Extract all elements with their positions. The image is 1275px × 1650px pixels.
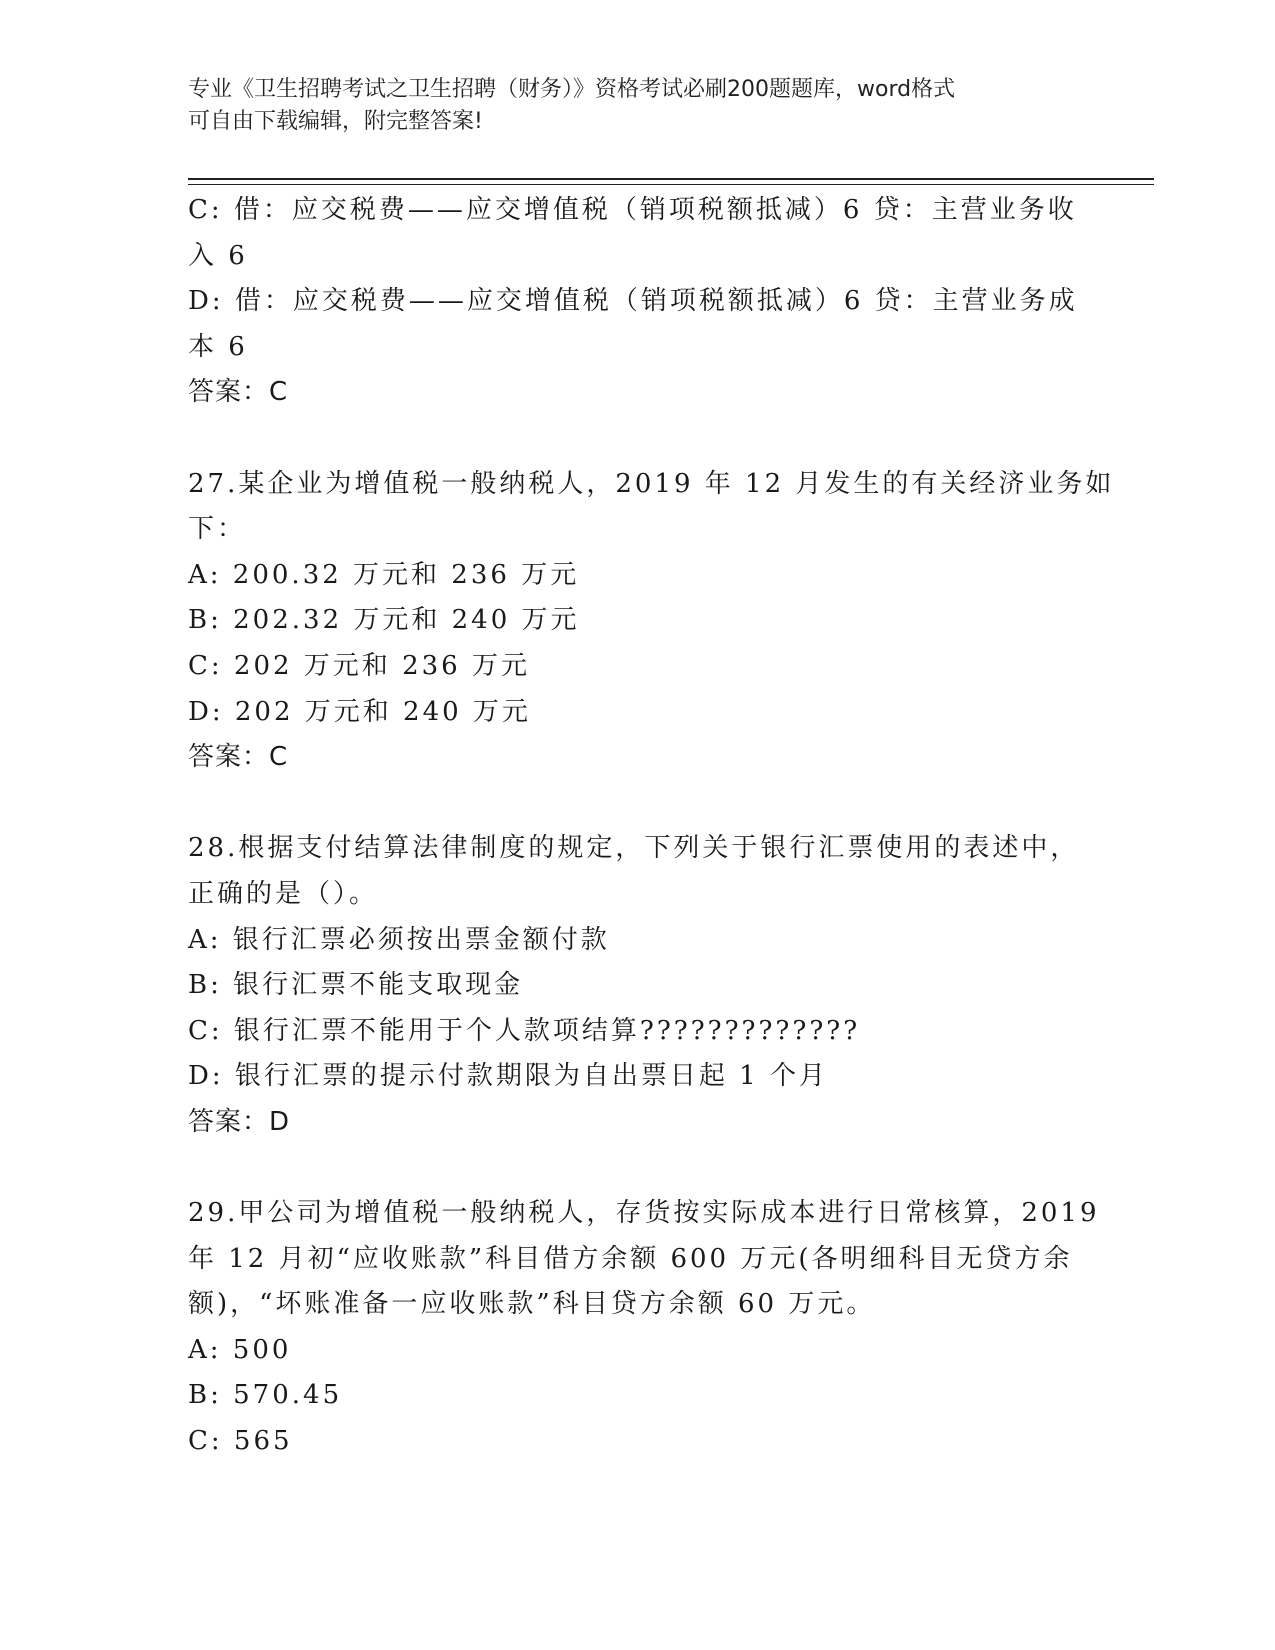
option-a: A: 200.32 万元和 236 万元 bbox=[188, 559, 580, 590]
spacer bbox=[188, 416, 1068, 462]
answer: 答案：C bbox=[188, 377, 289, 408]
option-c-line-2: 入 6 bbox=[188, 240, 248, 271]
document-body bbox=[188, 188, 1115, 1465]
option-d: D: 202 万元和 240 万元 bbox=[188, 696, 531, 727]
option-d-line-1: D: 借：应交税费——应交增值税（销项税额抵减）6 贷：主营业务成 bbox=[188, 286, 1078, 317]
option-d: D: 银行汇票的提示付款期限为自出票日起 1 个月 bbox=[188, 1061, 828, 1092]
question-stem-line-1: 29.甲公司为增值税一般纳税人，存货按实际成本进行日常核算，2019 bbox=[188, 1198, 1100, 1229]
option-c: C: 202 万元和 236 万元 bbox=[188, 650, 530, 681]
header-title-line-2: 可自由下载编辑，附完整答案! bbox=[188, 109, 483, 134]
question-27 bbox=[188, 462, 1115, 781]
spacer bbox=[188, 1145, 1068, 1191]
question-stem-line-3: 额)，“坏账准备一应收账款”科目贷方余额 60 万元。 bbox=[188, 1289, 876, 1320]
answer: 答案：D bbox=[188, 1106, 291, 1137]
option-c: C: 565 bbox=[188, 1426, 293, 1457]
spacer bbox=[188, 781, 1068, 827]
question-stem-line-1: 27.某企业为增值税一般纳税人，2019 年 12 月发生的有关经济业务如 bbox=[188, 468, 1115, 499]
option-a: A: 500 bbox=[188, 1334, 292, 1365]
document-header bbox=[188, 74, 1068, 138]
answer: 答案：C bbox=[188, 742, 289, 773]
option-c-line-1: C: 借：应交税费——应交增值税（销项税额抵减）6 贷：主营业务收 bbox=[188, 195, 1077, 225]
question-29 bbox=[188, 1191, 1100, 1465]
option-b: B: 570.45 bbox=[188, 1380, 343, 1411]
option-a: A: 银行汇票必须按出票金额付款 bbox=[188, 924, 610, 955]
header-divider bbox=[188, 178, 1154, 185]
question-stem-line-1: 28.根据支付结算法律制度的规定，下列关于银行汇票使用的表述中， bbox=[188, 833, 1080, 864]
header-title-line-1: 专业《卫生招聘考试之卫生招聘（财务）》资格考试必刷200题题库，word格式 bbox=[188, 77, 956, 102]
question-stem-line-2: 下： bbox=[188, 514, 247, 545]
option-b: B: 银行汇票不能支取现金 bbox=[188, 970, 524, 1001]
question-stem-line-2: 年 12 月初“应收账款”科目借方余额 600 万元(各明细科目无贷方余 bbox=[188, 1243, 1073, 1274]
option-b: B: 202.32 万元和 240 万元 bbox=[188, 605, 580, 636]
option-c: C: 银行汇票不能用于个人款项结算????????????? bbox=[188, 1015, 861, 1046]
question-stem-line-2: 正确的是（）。 bbox=[188, 878, 379, 909]
question-26-tail bbox=[188, 188, 1078, 416]
question-28 bbox=[188, 826, 1080, 1145]
option-d-line-2: 本 6 bbox=[188, 331, 248, 362]
